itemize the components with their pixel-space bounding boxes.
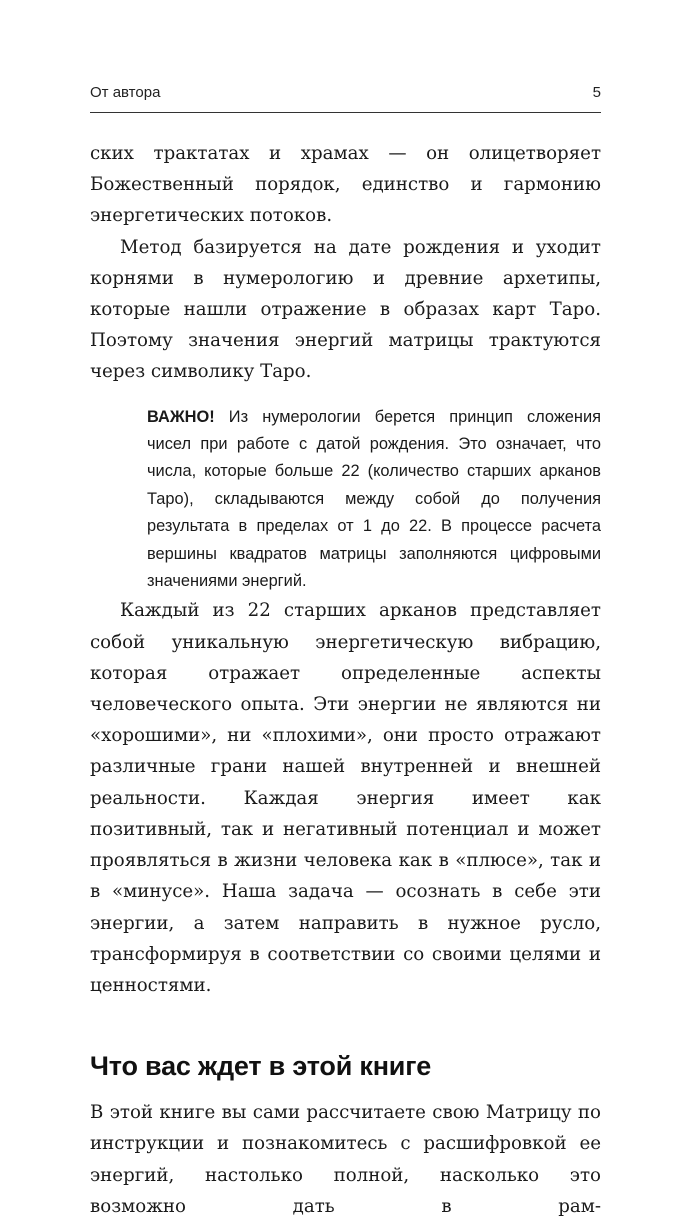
important-note-text: Из нумерологии берется принцип сложения чисел при работе с датой рождения. Это означает, что числа, которые больше 22 (количество старших арканов Таро), складываются между собой до получения результата в пределах от 1 до 22. В процессе расчета вершины квадратов матрицы заполняются цифровыми значениями энергий. (147, 407, 601, 591)
section-heading: Что вас ждет в этой книге (90, 1051, 432, 1082)
paragraph-method: Метод базируется на дате рождения и уходит корнями в нумерологию и древние архетипы, которые нашли отражение в образах карт Таро. Поэтому значения энергий матрицы трактуются через символику Таро. (90, 236, 601, 383)
paragraph-arcana: Каждый из 22 старших арканов представляет собой уникальную энергетическую вибрацию, которая отражает определенные аспекты человеческого опыта. Эти энергии не являются ни «хорошими», ни «плохими», они просто отражают различные грани нашей внутренней и внешней реальности. Каждая энергия имеет как позитивный, так и негативный потенциал и может проявляться в жизни человека как в «плюсе», так и в «минусе». Наша задача — осознать в себе эти энергии, а затем направить в нужное русло, трансформируя в соответствии со своими целями и ценностями. (90, 600, 601, 996)
body-text (90, 138, 601, 1222)
running-header-section-title: От автора (90, 84, 161, 101)
important-note (147, 404, 601, 596)
important-note-label: ВАЖНО! (147, 407, 215, 426)
paragraph-book-contents: В этой книге вы сами рассчитаете свою Матрицу по инструкции и познакомитесь с расшифровкой ее энергий, настолько полной, насколько это возможно дать в рам- (90, 1102, 601, 1217)
header-divider (90, 112, 601, 113)
running-header (90, 84, 601, 108)
paragraph-continuation: ских трактатах и храмах — он олицетворяет Божественный порядок, единство и гармонию энергетических потоков. (90, 143, 601, 227)
page-number: 5 (592, 84, 601, 101)
